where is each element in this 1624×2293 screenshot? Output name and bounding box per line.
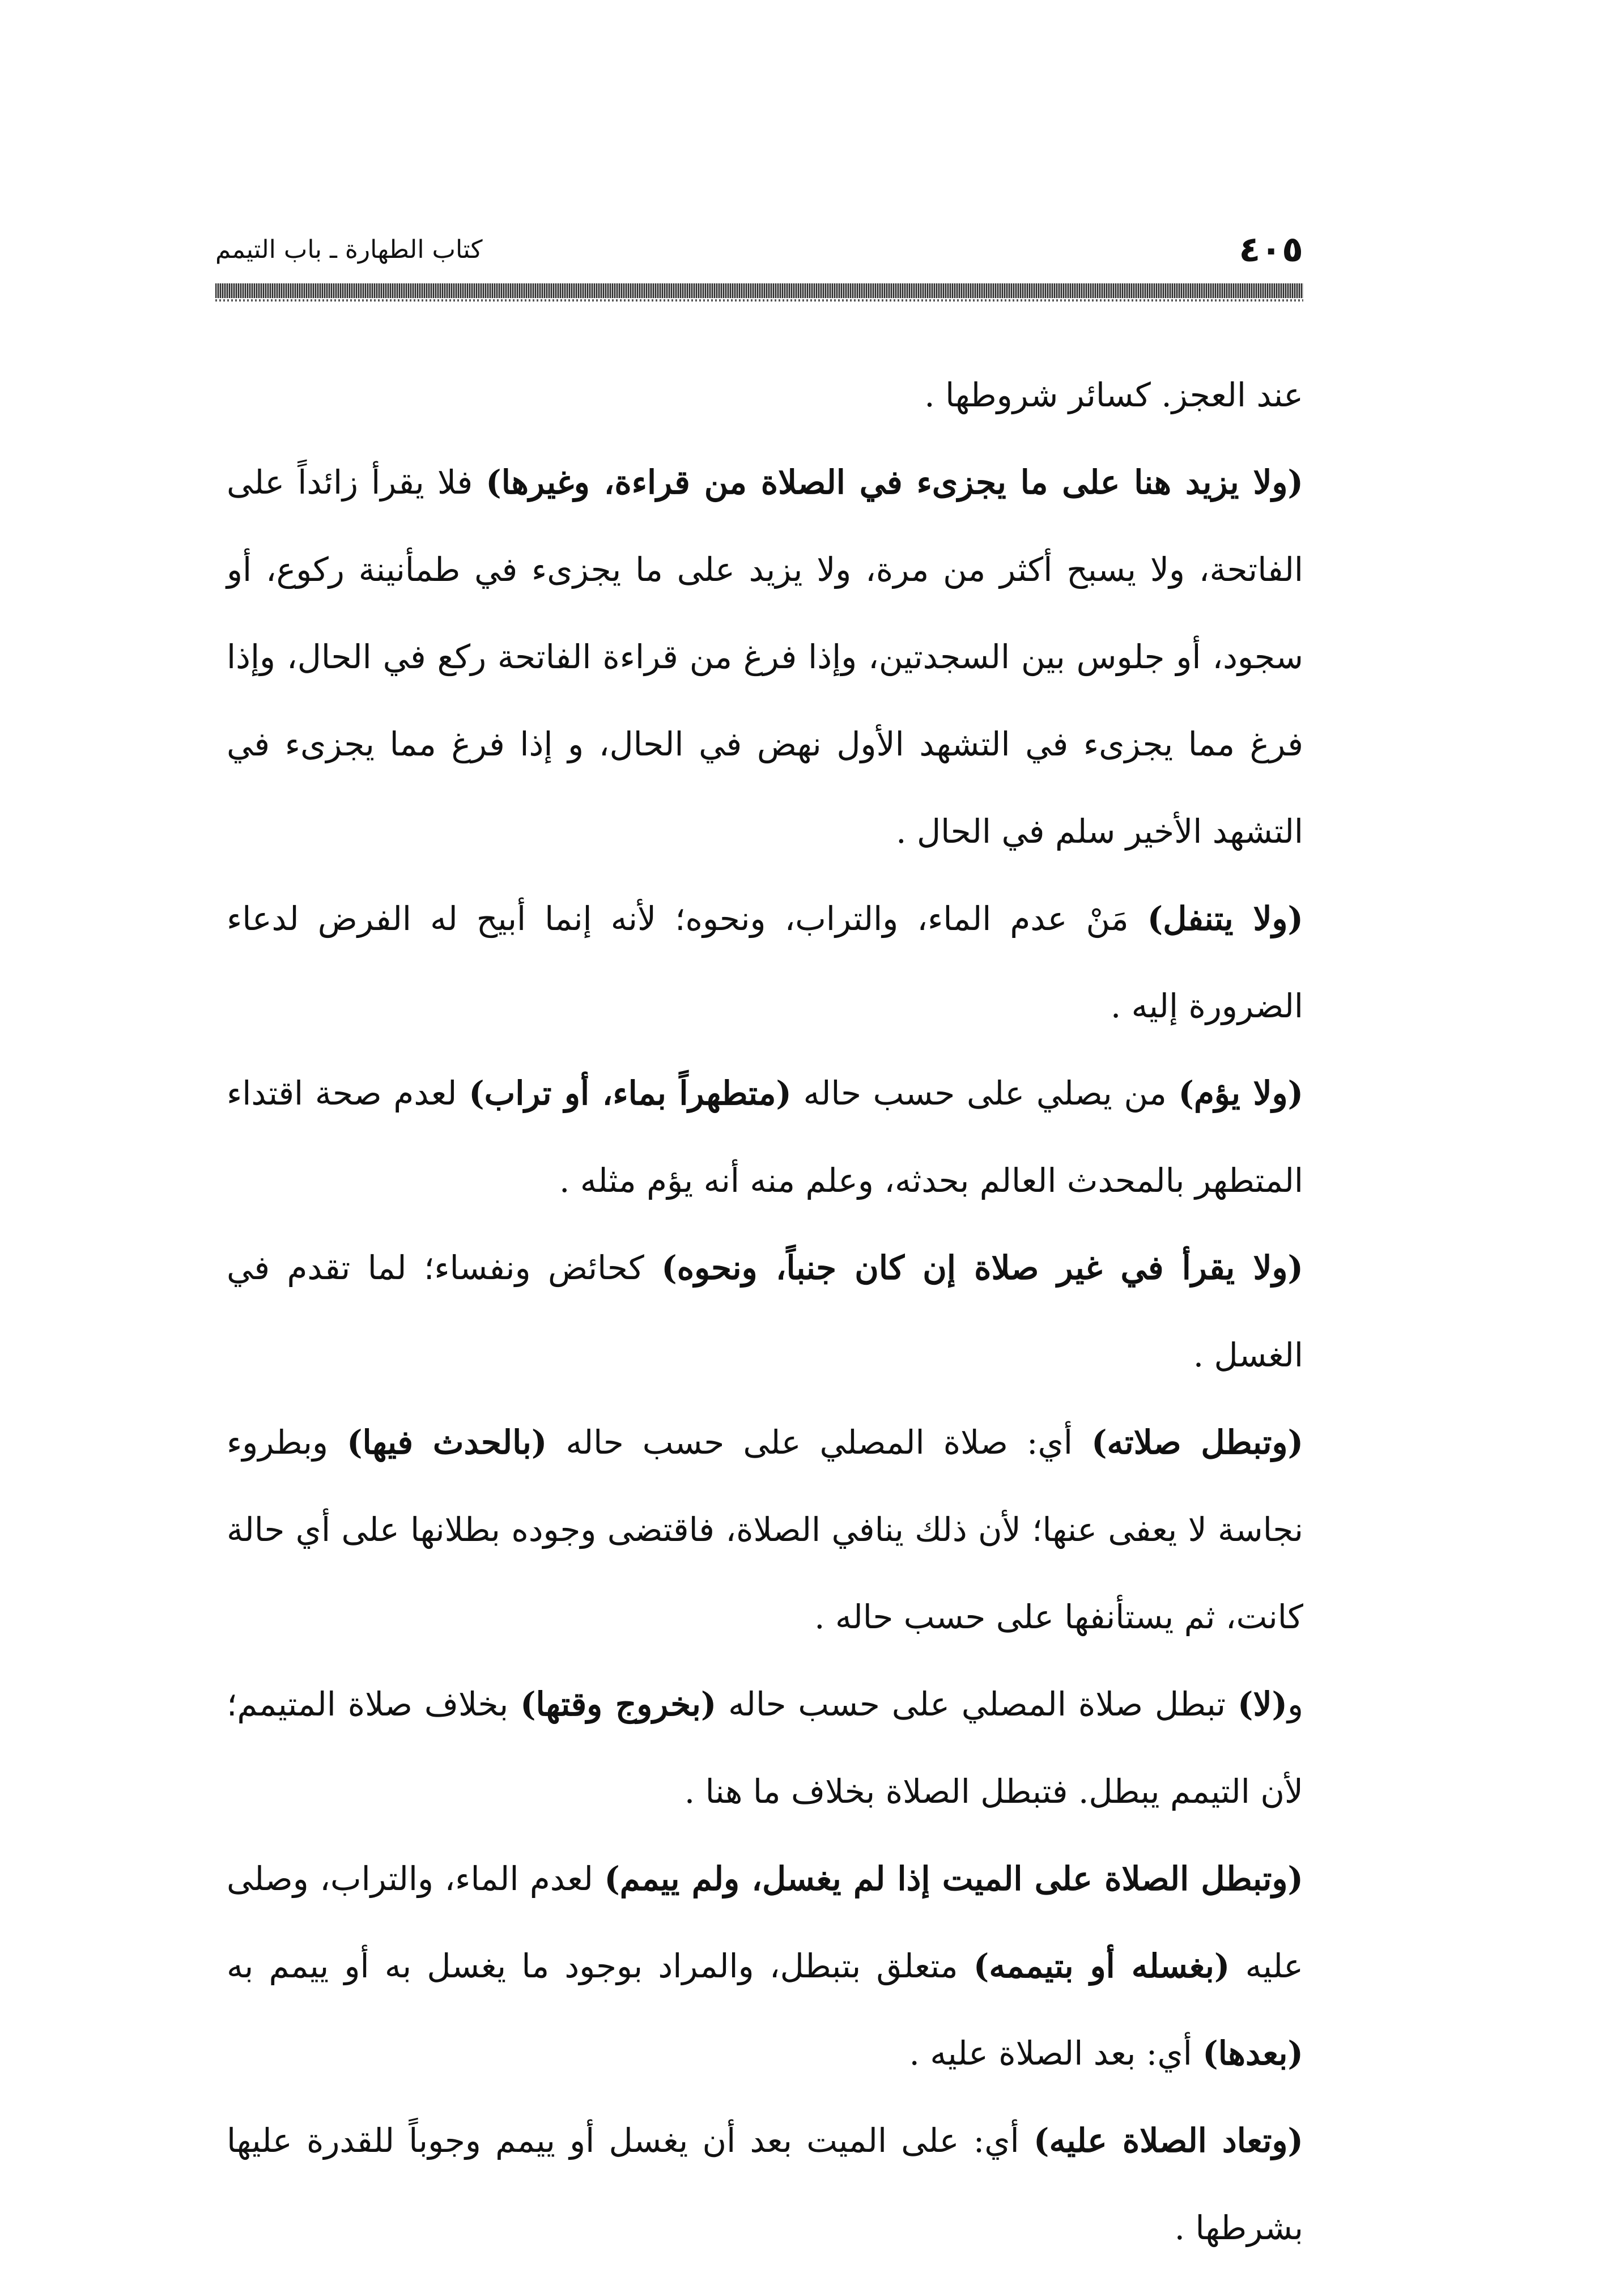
paragraph [227, 1224, 1303, 1399]
header-rule [215, 283, 1303, 298]
body-text [227, 351, 1303, 2271]
running-title: كتاب الطهارة ـ باب التيمم [215, 235, 483, 264]
paragraph [227, 1835, 1303, 2097]
bold-phrase: (ولا يؤم) [1178, 1074, 1304, 1112]
paragraph [227, 439, 1303, 875]
paragraph [227, 351, 1303, 439]
text-segment: أي: بعد الصلاة عليه . [909, 2034, 1203, 2073]
bold-phrase: (بخروج وقتها) [520, 1685, 717, 1723]
bold-phrase: (وتبطل الصلاة على الميت إذا لم يغسل، ولم ييمم) [604, 1859, 1303, 1898]
text-segment: كحائض ونفساء؛ لما تقدم في الغسل . [227, 1249, 1303, 1374]
paragraph [227, 1050, 1303, 1224]
paragraph [227, 875, 1303, 1050]
text-segment: فلا يقرأ زائداً على الفاتحة، ولا يسبح أكثر من مرة، ولا يزيد على ما يجزىء في طمأنينة ركوع، أو سجود، أو جلوس بين السجدتين، وإذا فرغ من قراءة الفاتحة ركع في الحال، وإذا فرغ مما يجزىء في التشهد الأول نهض في الحال، و إذا فرغ مما يجزىء في التشهد الأخير سلم في الحال . [227, 463, 1303, 851]
page-number: ٤٠٥ [1239, 228, 1303, 270]
bold-phrase: (بالحدث فيها) [347, 1423, 547, 1462]
bold-phrase: (ولا يقرأ في غير صلاة إن كان جنباً، ونحوه) [661, 1249, 1303, 1287]
bold-phrase: (متطهراً بماء، أو تراب) [469, 1074, 792, 1112]
text-segment: تبطل صلاة المصلي على حسب حاله [716, 1685, 1238, 1723]
paragraph [227, 1399, 1303, 1661]
text-segment: أي: صلاة المصلي على حسب حاله [547, 1423, 1092, 1462]
text-segment: وبطروء نجاسة لا يعفى عنها؛ لأن ذلك ينافي الصلاة، فاقتضى وجوده بطلانها على أي حالة كانت، ثم يستأنفها على حسب حاله . [227, 1423, 1303, 1636]
paragraph [227, 2097, 1303, 2271]
text-segment: لعدم صحة اقتداء المتطهر بالمحدث العالم بحدثه، وعلم منه أنه يؤم مثله . [227, 1074, 1303, 1200]
bold-phrase: (ولا يزيد هنا على ما يجزىء في الصلاة من قراءة، وغيرها) [486, 463, 1303, 502]
text-segment: أي: على الميت بعد أن يغسل أو ييمم وجوباً للقدرة عليها بشرطها . [227, 2121, 1303, 2247]
text-segment: متعلق بتبطل، والمراد بوجود ما يغسل به أو ييمم به [227, 1947, 973, 1985]
text-segment: من يصلي على حسب حاله [791, 1074, 1179, 1112]
bold-phrase: (لا) [1238, 1685, 1287, 1723]
bold-phrase: (بغسله أو بتيممه) [973, 1947, 1230, 1985]
text-segment: و [1287, 1685, 1303, 1723]
text-segment: مَنْ عدم الماء، والتراب، ونحوه؛ لأنه إنما أبيح له الفرض لدعاء الضرورة إليه . [227, 899, 1303, 1025]
text-segment: لعدم الماء، والتراب، وصلى عليه [227, 1859, 1304, 1985]
bold-phrase: (وتبطل صلاته) [1091, 1423, 1304, 1462]
bold-phrase: (ولا يتنفل) [1147, 899, 1303, 938]
page-header [215, 227, 1303, 272]
text-segment: بخلاف صلاة المتيمم؛ لأن التيمم يبطل. فتبطل الصلاة بخلاف ما هنا . [227, 1685, 1303, 1811]
paragraph [227, 1661, 1303, 1835]
bold-phrase: (وتعاد الصلاة عليه) [1034, 2121, 1303, 2160]
text-segment: عند العجز. كسائر شروطها . [924, 376, 1303, 414]
bold-phrase: (بعدها) [1202, 2034, 1303, 2073]
